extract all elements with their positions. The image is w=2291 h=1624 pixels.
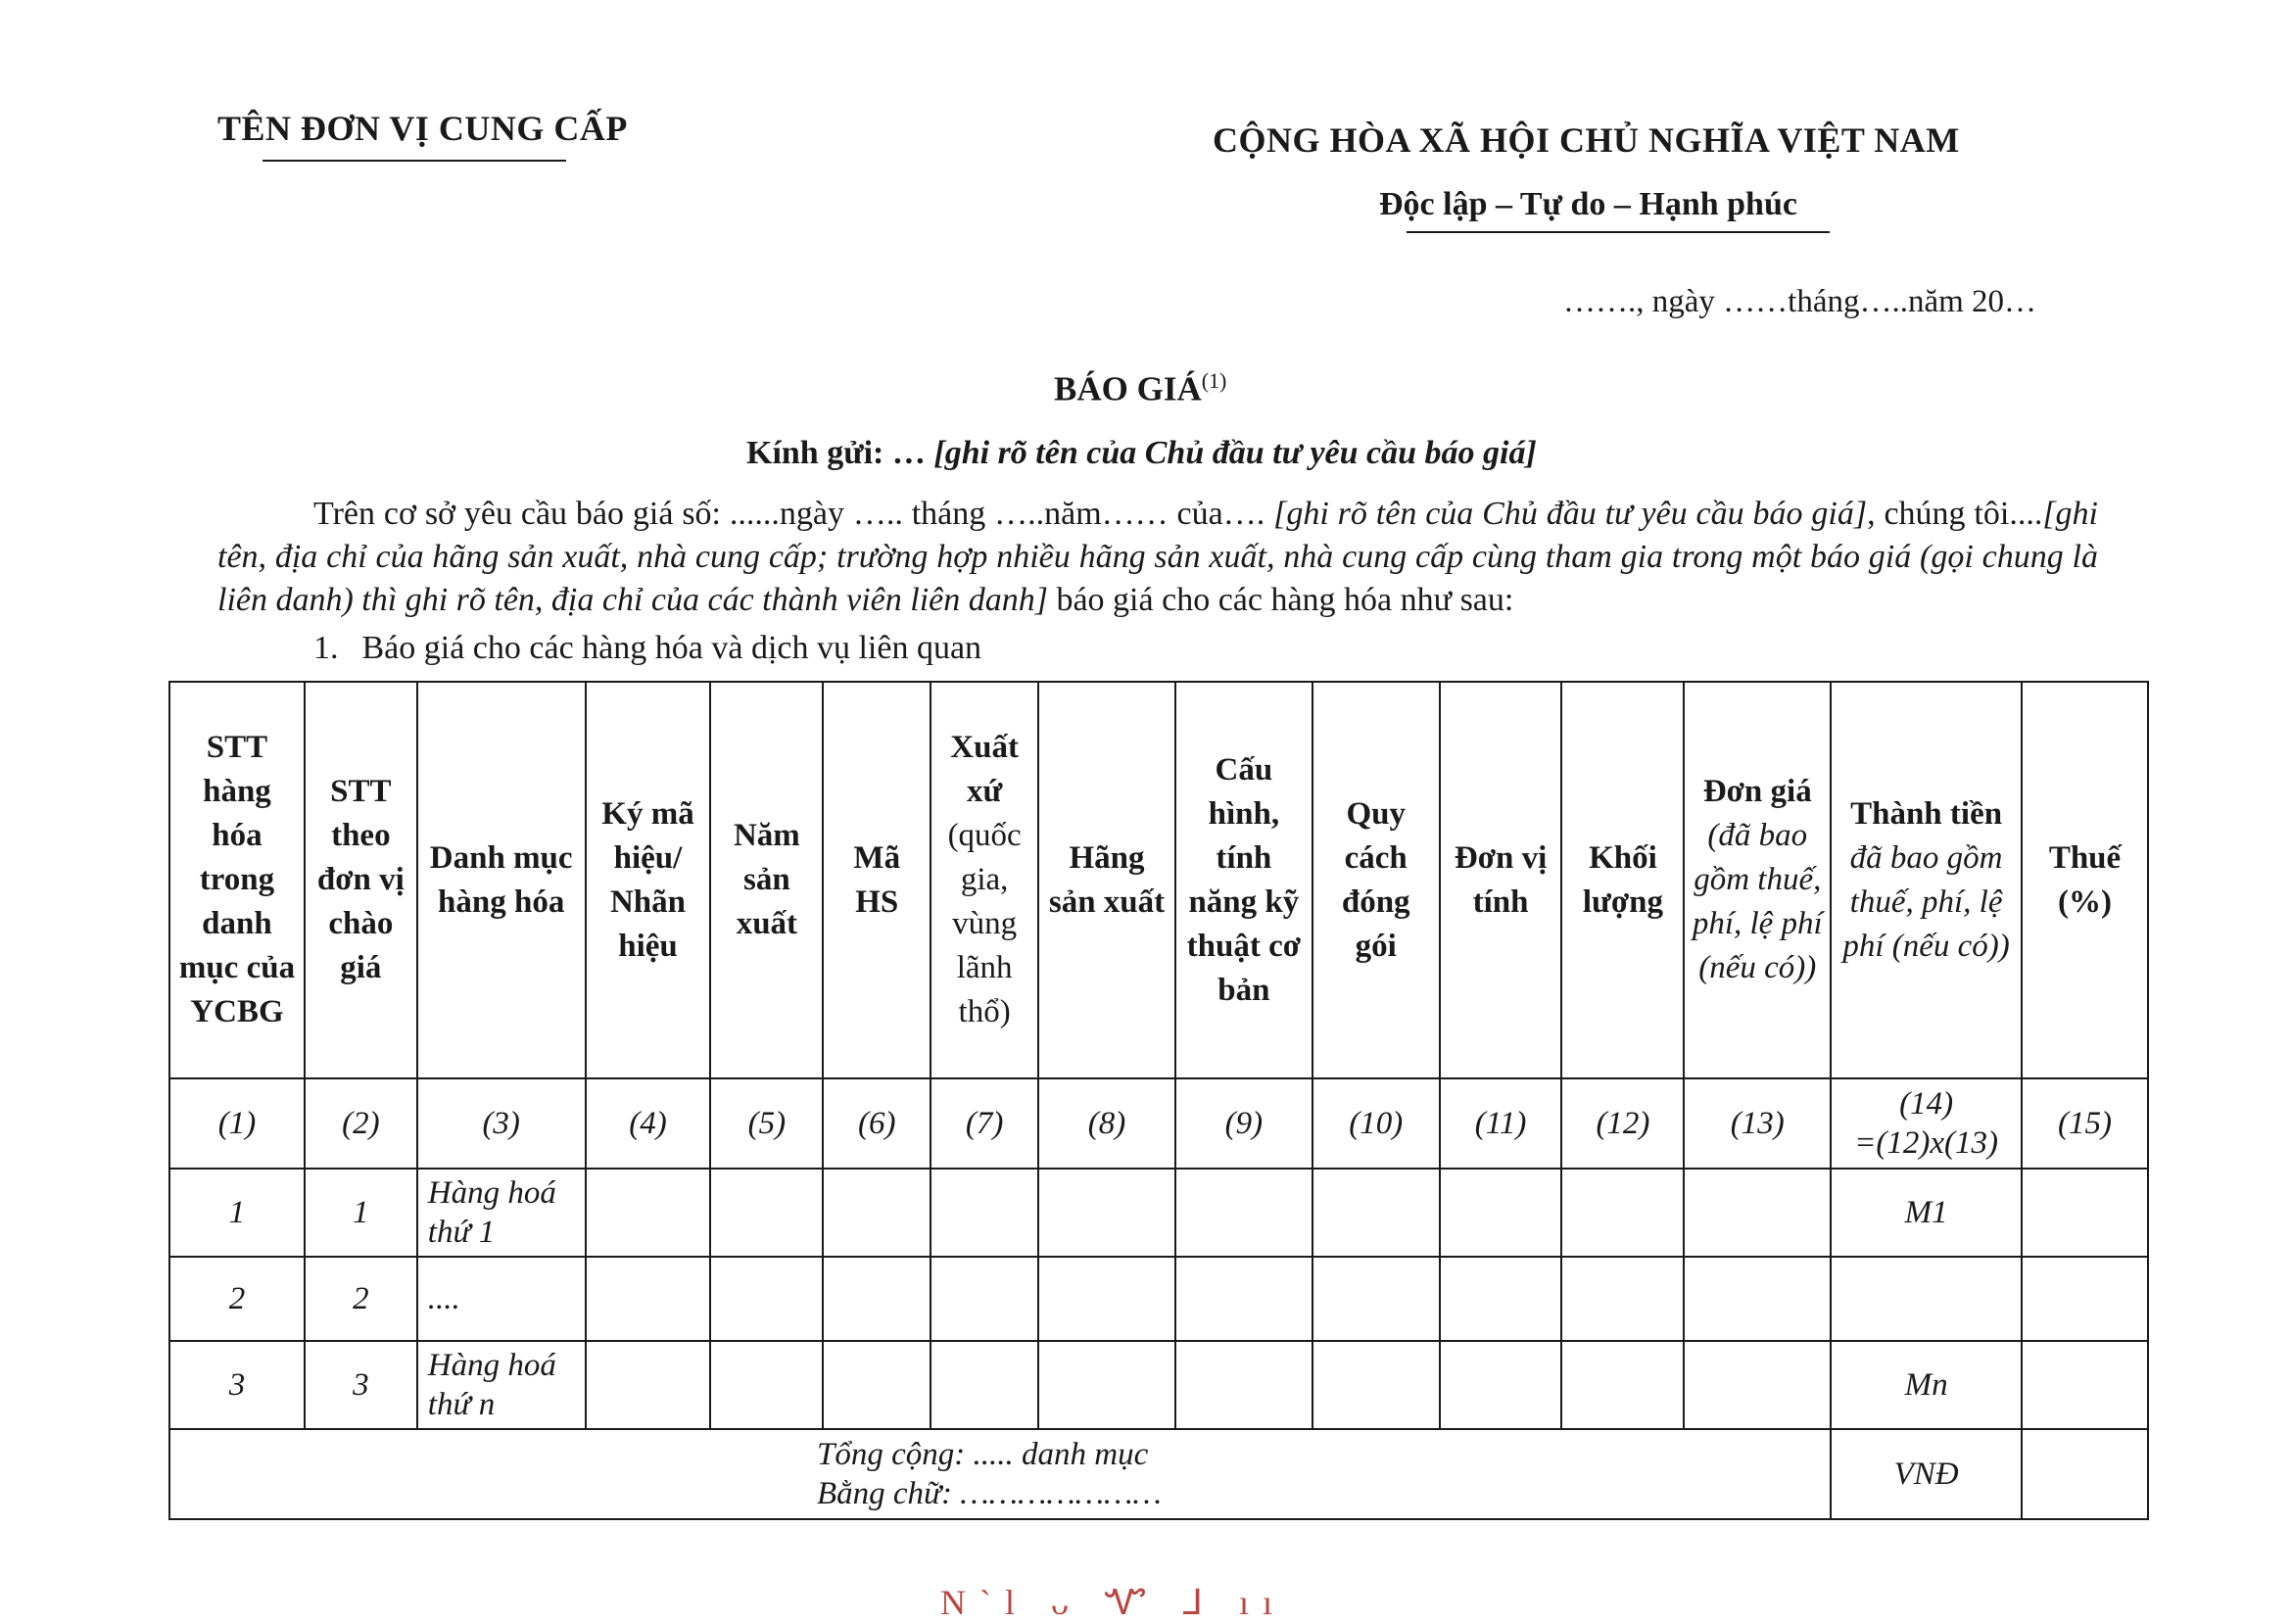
- empty-cell: [1313, 1257, 1440, 1341]
- section-number: 1.: [313, 630, 339, 666]
- supplier-name-heading: TÊN ĐƠN VỊ CUNG CẤP: [217, 109, 628, 148]
- empty-cell: [586, 1169, 711, 1257]
- greeting-placeholder: [ghi rõ tên của Chủ đầu tư yêu cầu báo giá]: [933, 435, 1537, 471]
- empty-cell: [1038, 1169, 1175, 1257]
- empty-cell: [1440, 1341, 1562, 1429]
- total-currency: VNĐ: [1831, 1429, 2022, 1519]
- greeting-lead: Kính gửi: …: [746, 435, 934, 471]
- amount-label: Thành tiền: [1850, 795, 2003, 832]
- row-goods-name: Hàng hoá thứ n: [417, 1341, 586, 1429]
- col-header-quantity: Khối lượng: [1561, 682, 1684, 1078]
- handwritten-mark: N`l ᴗ Ꮙ ⅃ ıı: [940, 1583, 1286, 1622]
- origin-note: (quốc gia, vùng lãnh thổ): [947, 818, 1022, 1029]
- unit-price-note: (đã bao gồm thuế, phí, lệ phí (nếu có)): [1692, 818, 1823, 985]
- empty-cell: [710, 1169, 823, 1257]
- row-stt-ycbg: 1: [169, 1169, 305, 1257]
- empty-cell: [1561, 1341, 1684, 1429]
- unit-price-label: Đơn giá: [1702, 774, 1812, 809]
- empty-cell: [1175, 1257, 1313, 1341]
- column-number: (12): [1561, 1078, 1684, 1169]
- empty-cell: [586, 1341, 711, 1429]
- section-text: Báo giá cho các hàng hóa và dịch vụ liên quan: [361, 630, 982, 666]
- quotation-table: [168, 681, 2149, 1520]
- empty-cell: [1313, 1169, 1440, 1257]
- row-amount: Mn: [1831, 1341, 2022, 1429]
- row-stt-ycbg: 2: [169, 1257, 305, 1341]
- national-title: CỘNG HÒA XÃ HỘI CHỦ NGHĨA VIỆT NAM: [1213, 120, 1960, 160]
- col-header-unit: Đơn vị tính: [1440, 682, 1562, 1078]
- tax-label: Thuế: [2048, 839, 2122, 876]
- total-row: [169, 1429, 2148, 1519]
- intro-part-1: Trên cơ sở yêu cầu báo giá số: ......ngày ….. tháng …..năm…… của….: [313, 496, 1274, 532]
- column-number: (5): [710, 1078, 823, 1169]
- empty-cell: [586, 1257, 711, 1341]
- column-number: (1): [169, 1078, 305, 1169]
- national-motto: Độc lập – Tự do – Hạnh phúc: [1379, 186, 1797, 222]
- col-header-amount: [1831, 682, 2022, 1078]
- col-header-stt-ycbg: STT hàng hóa trong danh mục của YCBG: [169, 682, 305, 1078]
- empty-cell: [1313, 1341, 1440, 1429]
- column-number: (7): [931, 1078, 1038, 1169]
- column-number: (13): [1684, 1078, 1831, 1169]
- empty-cell: [710, 1341, 823, 1429]
- amount-note: đã bao gồm thuế, phí, lệ phí (nếu có)): [1842, 839, 2010, 964]
- empty-cell: [1684, 1341, 1831, 1429]
- col-header-hs-code: Mã HS: [823, 682, 931, 1078]
- document-title: [1054, 368, 1226, 409]
- empty-cell: [1038, 1341, 1175, 1429]
- row-amount: M1: [1831, 1169, 2022, 1257]
- total-text-cell: [169, 1429, 1831, 1519]
- empty-cell: [1561, 1169, 1684, 1257]
- column-number: (10): [1313, 1078, 1440, 1169]
- col-header-manufacturer: Hãng sản xuất: [1038, 682, 1175, 1078]
- row-goods-name: Hàng hoá thứ 1: [417, 1169, 586, 1257]
- origin-label: Xuất xứ: [950, 730, 1019, 809]
- empty-cell: [1440, 1257, 1562, 1341]
- empty-cell: [2022, 1429, 2148, 1519]
- table-row: [169, 1257, 2148, 1341]
- intro-part-2: [ghi rõ tên của Chủ đầu tư yêu cầu báo giá]: [1273, 496, 1868, 532]
- column-number: (3): [417, 1078, 586, 1169]
- col-header-tax: [2022, 682, 2148, 1078]
- col-header-stt-offer: STT theo đơn vị chào giá: [305, 682, 417, 1078]
- empty-cell: [931, 1169, 1038, 1257]
- title-footnote: (1): [1201, 368, 1227, 393]
- column-number: (15): [2022, 1078, 2148, 1169]
- table-row: [169, 1341, 2148, 1429]
- column-number: (9): [1175, 1078, 1313, 1169]
- col-header-goods-list: Danh mục hàng hóa: [417, 682, 586, 1078]
- total-label: Tổng cộng: ..... danh mục: [817, 1437, 1149, 1472]
- col-header-brand: Ký mã hiệu/ Nhãn hiệu: [586, 682, 711, 1078]
- row-goods-name: ....: [417, 1257, 586, 1341]
- greeting-line: [746, 435, 1537, 472]
- empty-cell: [2022, 1169, 2148, 1257]
- intro-paragraph: [217, 493, 2098, 622]
- empty-cell: [1175, 1169, 1313, 1257]
- title-text: BÁO GIÁ: [1054, 369, 1202, 408]
- amount-in-words-label: Bằng chữ: …………………: [817, 1476, 1162, 1511]
- empty-cell: [1038, 1257, 1175, 1341]
- empty-cell: [931, 1257, 1038, 1341]
- date-line: ……., ngày ……tháng…..năm 20…: [1563, 284, 2037, 319]
- col-header-specs: Cấu hình, tính năng kỹ thuật cơ bản: [1175, 682, 1313, 1078]
- column-number: (4): [586, 1078, 711, 1169]
- empty-cell: [1440, 1169, 1562, 1257]
- empty-cell: [1175, 1341, 1313, 1429]
- col-header-packing: Quy cách đóng gói: [1313, 682, 1440, 1078]
- row-amount: [1831, 1257, 2022, 1341]
- empty-cell: [823, 1341, 931, 1429]
- col-header-unit-price: [1684, 682, 1831, 1078]
- empty-cell: [1684, 1169, 1831, 1257]
- empty-cell: [823, 1257, 931, 1341]
- column-number: (2): [305, 1078, 417, 1169]
- intro-part-4: [ghi tên, địa chỉ của hãng sản xuất, nhà cung cấp; trường hợp nhiều hãng sản xuất, nhà cung cấp cùng tham gia trong một báo giá (gọi chung là liên danh) thì ghi rõ tên, địa chỉ của các thành viên liên danh]: [217, 496, 2099, 618]
- tax-unit: (%): [2058, 884, 2112, 920]
- header-row: [169, 682, 2148, 1078]
- empty-cell: [931, 1341, 1038, 1429]
- column-number: (11): [1440, 1078, 1562, 1169]
- row-stt-ycbg: 3: [169, 1341, 305, 1429]
- col-header-year: Năm sản xuất: [710, 682, 823, 1078]
- empty-cell: [1684, 1257, 1831, 1341]
- intro-part-5: báo giá cho các hàng hóa như sau:: [1047, 582, 1514, 618]
- section-heading: [313, 630, 981, 667]
- empty-cell: [823, 1169, 931, 1257]
- column-number: (8): [1038, 1078, 1175, 1169]
- column-number-formula: (14) =(12)x(13): [1831, 1078, 2022, 1169]
- row-stt-offer: 3: [305, 1341, 417, 1429]
- col-header-origin: [931, 682, 1038, 1078]
- empty-cell: [2022, 1341, 2148, 1429]
- supplier-underline: [263, 160, 566, 162]
- column-number: (6): [823, 1078, 931, 1169]
- row-stt-offer: 1: [305, 1169, 417, 1257]
- table-row: [169, 1169, 2148, 1257]
- motto-underline: [1407, 231, 1830, 233]
- empty-cell: [2022, 1257, 2148, 1341]
- column-number-row: [169, 1078, 2148, 1169]
- empty-cell: [1561, 1257, 1684, 1341]
- intro-part-3: , chúng tôi....: [1867, 496, 2043, 532]
- empty-cell: [710, 1257, 823, 1341]
- row-stt-offer: 2: [305, 1257, 417, 1341]
